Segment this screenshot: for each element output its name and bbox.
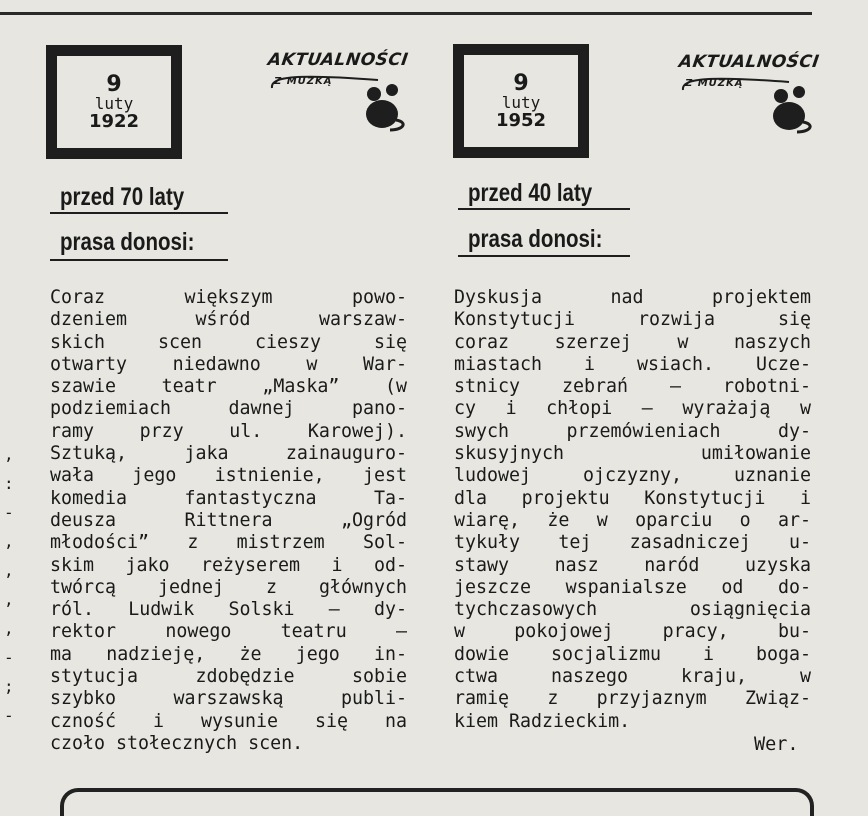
headline-rule	[458, 255, 630, 257]
headline-press: prasa donosi:	[468, 225, 603, 253]
text-line: tychczasowych osiągnięcia	[454, 599, 811, 621]
margin-mark: ,	[4, 445, 14, 464]
text-line: deusza Rittnera „Ogród	[50, 509, 407, 531]
headline-rule	[50, 212, 228, 214]
text-line: ramię z przyjaznym Związ-	[454, 688, 811, 710]
text-line: dzeniem wśród warszaw-	[50, 309, 407, 331]
text-line: ma nadzieję, że jego in-	[50, 643, 407, 665]
margin-mark: ,	[4, 561, 14, 580]
top-rule	[0, 12, 812, 15]
text-line: jeszcze wspanialsze od do-	[454, 576, 811, 598]
article-body	[454, 287, 811, 733]
text-line: dla projektu Konstytucji i	[454, 487, 811, 509]
text-line: twórcą jednej z głównych	[50, 576, 407, 598]
text-line: otwarty niedawno w War-	[50, 353, 407, 375]
text-line: tykuły tej zasadniczej u-	[454, 532, 811, 554]
headline-years: przed 40 laty	[468, 179, 593, 207]
text-line: wiarę, że w oparciu o ar-	[454, 509, 811, 531]
logo-subtitle: Z MUZKĄ	[685, 78, 744, 89]
text-line: kiem Radzieckim.	[454, 710, 631, 732]
text-line: ludowej ojczyzny, uznanie	[454, 465, 811, 487]
mouse-icon	[767, 82, 813, 134]
text-line: rektor nowego teatru —	[50, 621, 407, 643]
text-line: szawie teatr „Maska” (w	[50, 376, 407, 398]
text-line: Coraz większym powo-	[50, 287, 407, 308]
text-line: Sztuką, jaka zainauguro-	[50, 443, 407, 465]
text-line: stnicy zebrań — robotni-	[454, 376, 811, 398]
mouse-icon	[360, 80, 406, 132]
text-line: stawy nasz naród uzyska	[454, 554, 811, 576]
date-year: 1922	[88, 110, 140, 132]
date-year: 1952	[495, 109, 547, 131]
text-line: stytucja zdobędzie sobie	[50, 666, 407, 688]
margin-mark: :	[4, 474, 14, 493]
date-month: luty	[501, 92, 541, 112]
margin-mark: ,	[4, 590, 14, 609]
margin-mark: -	[4, 706, 14, 725]
signature: Wer.	[754, 734, 799, 755]
text-line: skim jako reżyserem i od-	[50, 554, 407, 576]
text-line: ról. Ludwik Solski — dy-	[50, 599, 407, 621]
text-line: komedia fantastyczna Ta-	[50, 487, 407, 509]
logo-title: AKTUALNOŚCI	[677, 52, 821, 72]
logo-subtitle: Z MUZKĄ	[274, 76, 333, 87]
margin-mark: -	[4, 503, 14, 522]
margin-mark: ;	[4, 677, 14, 696]
margin-mark: -	[4, 648, 14, 667]
text-line: dowie socjalizmu i boga-	[454, 643, 811, 665]
text-line: wała jego istnienie, jest	[50, 465, 407, 487]
text-line: podziemiach dawnej pano-	[50, 398, 407, 420]
date-day: 9	[106, 71, 122, 97]
column-logo	[268, 50, 418, 132]
text-line: ramy przy ul. Karowej).	[50, 420, 407, 442]
text-line: skusyjnych umiłowanie	[454, 443, 811, 465]
date-box	[46, 45, 182, 159]
margin-marks	[4, 440, 14, 730]
text-line: ctwa naszego kraju, w	[454, 666, 811, 688]
text-line: Dyskusja nad projektem	[454, 287, 811, 308]
text-line: miastach i wsiach. Ucze-	[454, 353, 811, 375]
text-line: szybko warszawską publi-	[50, 688, 407, 710]
headline-press: prasa donosi:	[60, 228, 195, 256]
margin-mark: ,	[4, 532, 14, 551]
logo-title: AKTUALNOŚCI	[266, 50, 410, 70]
date-box	[453, 44, 589, 158]
text-line: swych przemówieniach dy-	[454, 420, 811, 442]
text-line: cy i chłopi — wyrażają w	[454, 398, 811, 420]
text-line: czność i wysunie się na	[50, 710, 407, 732]
text-line: Konstytucji rozwija się	[454, 309, 811, 331]
headline-rule	[458, 208, 630, 210]
date-day: 9	[513, 70, 529, 96]
headline-years: przed 70 laty	[60, 183, 185, 211]
text-line: czoło stołecznych scen.	[50, 732, 304, 754]
bottom-frame	[60, 788, 814, 816]
article-body	[50, 287, 407, 755]
date-month: luty	[94, 93, 134, 113]
margin-mark: ,	[4, 619, 14, 638]
text-line: skich scen cieszy się	[50, 331, 407, 353]
text-line: w pokojowej pracy, bu-	[454, 621, 811, 643]
text-line: coraz szerzej w naszych	[454, 331, 811, 353]
text-line: młodości” z mistrzem Sol-	[50, 532, 407, 554]
headline-rule	[50, 259, 228, 261]
column-logo	[679, 52, 829, 134]
